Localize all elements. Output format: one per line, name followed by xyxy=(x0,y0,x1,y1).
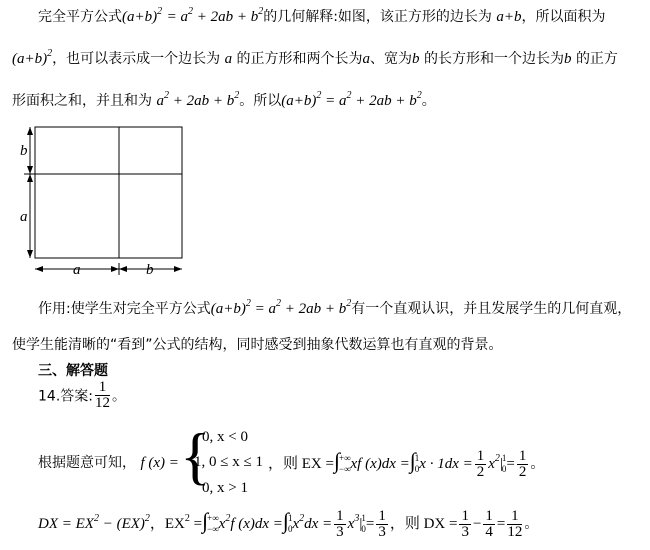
lo: 0 xyxy=(361,524,366,534)
den: 4 xyxy=(485,523,493,540)
sup: 2 xyxy=(163,90,169,101)
case-3: 0, x > 1 xyxy=(202,480,248,496)
sup: 2 xyxy=(225,513,231,524)
rhs: = a xyxy=(254,301,276,317)
intro-line-2 xyxy=(12,48,618,68)
rhs2: + 2ab + b xyxy=(355,93,417,109)
t: DX = EX xyxy=(38,516,94,532)
integral-sign: ∫ xyxy=(282,508,289,533)
den: 3 xyxy=(378,523,386,540)
eq: = xyxy=(193,516,203,532)
text: 完全平方公式 xyxy=(38,9,122,25)
sup: 2 xyxy=(234,90,240,101)
dx-expression xyxy=(38,508,538,540)
sup: 2 xyxy=(316,90,322,101)
arrow-up-icon xyxy=(27,127,33,135)
arrow-right-icon xyxy=(111,266,119,272)
text: ，所以面积为 xyxy=(521,9,606,25)
lhs: (a+b) xyxy=(122,9,158,25)
third xyxy=(459,509,471,540)
text: 有一个直观认识，并且发展学生的几何直观， xyxy=(351,301,632,317)
tail: dx = xyxy=(304,516,333,532)
case-2: 1, 0 ≤ x ≤ 1 xyxy=(194,454,263,470)
sup: 2 xyxy=(187,6,193,17)
e2: + 2ab + b xyxy=(172,93,235,109)
x2 xyxy=(488,453,500,472)
sup: 2 xyxy=(416,90,422,101)
period: 。 xyxy=(524,516,539,532)
case-1: 0, x < 0 xyxy=(202,429,248,445)
text: 使学生能清晰的“看到”公式的结构，同时感受到抽象代数运算也有直观的背景。 xyxy=(12,337,503,353)
sup: 2 xyxy=(299,513,305,524)
lo: 0 xyxy=(501,464,507,474)
rhs2: + 2ab + b xyxy=(284,301,347,317)
var-b: b xyxy=(412,51,420,67)
up: 1 xyxy=(287,513,293,523)
integral-sign: ∫ xyxy=(409,448,416,473)
sum-expr xyxy=(156,90,240,109)
rhs2: + 2ab + b xyxy=(196,9,259,25)
fx-definition xyxy=(38,452,179,472)
lhs: (a+b) xyxy=(281,93,317,109)
third xyxy=(376,509,388,540)
tail: f (x)dx = xyxy=(230,516,283,532)
t: ，EX xyxy=(149,516,185,532)
limits xyxy=(207,513,219,535)
label-b-horizontal: b xyxy=(146,262,154,278)
den: 12 xyxy=(94,395,110,411)
text: 、宽为 xyxy=(370,51,413,67)
sup: 2 xyxy=(275,298,281,309)
x: x xyxy=(488,456,495,472)
e: a xyxy=(156,93,164,109)
section-heading: 三、解答题 xyxy=(38,363,108,379)
lhs: (a+b) xyxy=(210,301,246,317)
x: x xyxy=(292,516,300,532)
limits xyxy=(339,453,351,475)
arrow-down-icon xyxy=(27,250,33,258)
num: 1 xyxy=(518,447,527,464)
eq: = xyxy=(496,516,506,532)
label-b-vertical: b xyxy=(20,143,28,159)
then-dx: ，则 DX = xyxy=(389,516,458,532)
rhs: = a xyxy=(325,93,347,109)
arrow-up-icon xyxy=(27,174,33,182)
square-diagram xyxy=(18,122,198,282)
eq: = xyxy=(365,516,375,532)
label-a-horizontal: a xyxy=(73,262,81,278)
sup: 2 xyxy=(494,453,500,464)
label: 14.答案: xyxy=(38,388,93,405)
sup: 2 xyxy=(144,513,150,524)
eq: = xyxy=(506,456,515,472)
text: 的正方 xyxy=(575,51,618,67)
formula xyxy=(281,90,422,109)
integral-sign: ∫ xyxy=(333,448,340,473)
fx-label: f (x) = xyxy=(140,455,179,471)
sup: 2 xyxy=(184,513,190,524)
x: x xyxy=(347,516,355,532)
up: 1 xyxy=(414,453,420,463)
intro-line-1 xyxy=(38,6,606,26)
side-expr: a+b xyxy=(496,9,522,25)
num: 1 xyxy=(336,507,344,524)
sup: 2 xyxy=(47,48,53,59)
ex-expression xyxy=(268,448,544,480)
lo: −∞ xyxy=(207,524,219,534)
integral-sign: ∫ xyxy=(202,508,209,533)
var-a: a xyxy=(224,51,233,67)
text: ，也可以表示成一个边长为 xyxy=(52,51,221,67)
num: 1 xyxy=(507,509,522,525)
ex2-lhs xyxy=(149,513,203,532)
sup: 2 xyxy=(157,6,163,17)
arrow-left-icon xyxy=(35,266,43,272)
answer-fraction xyxy=(95,380,110,411)
area-expr xyxy=(12,48,53,67)
sup: 2 xyxy=(245,298,251,309)
sup: 3 xyxy=(354,513,360,524)
third xyxy=(334,509,346,540)
sup: 2 xyxy=(346,298,352,309)
minus: − xyxy=(472,516,482,532)
t: − (EX) xyxy=(102,516,145,532)
period: 。 xyxy=(111,388,126,405)
sup: 2 xyxy=(93,513,99,524)
twelfth xyxy=(507,509,522,540)
up: 1 xyxy=(361,513,366,523)
var-b: b xyxy=(563,51,572,67)
den: 2 xyxy=(476,463,485,480)
den: 2 xyxy=(518,463,527,480)
arrow-down-icon xyxy=(27,166,33,174)
q14-answer xyxy=(38,380,126,411)
formula xyxy=(210,298,352,317)
period: 。 xyxy=(530,456,545,472)
text: 根据题意可知， xyxy=(38,455,136,471)
x: x xyxy=(218,516,226,532)
then-ex: ，则 EX = xyxy=(268,456,334,472)
up: 1 xyxy=(501,453,507,463)
outer-square xyxy=(35,127,182,258)
rhs: = a xyxy=(166,9,188,25)
int3 xyxy=(218,513,283,532)
int-body: xf (x)dx = xyxy=(350,456,410,472)
lo: 0 xyxy=(414,464,420,474)
effect-line-1 xyxy=(38,298,631,318)
text: 的长方形和一个边长为 xyxy=(423,51,564,67)
intro-line-3 xyxy=(12,90,436,110)
den: 12 xyxy=(507,523,523,540)
expr: (a+b) xyxy=(12,51,48,67)
dx-lhs xyxy=(38,513,150,532)
piecewise-brace: { xyxy=(180,420,211,491)
int4 xyxy=(292,513,333,532)
lo: −∞ xyxy=(339,464,351,474)
text: 。所以 xyxy=(239,93,282,109)
formula-rhs xyxy=(166,6,264,25)
effect-line-2 xyxy=(12,334,503,354)
eval-bar: | xyxy=(359,516,363,532)
text: 形面积之和，并且和为 xyxy=(12,93,152,109)
num: 1 xyxy=(485,507,493,524)
text: 作用:使学生对完全平方公式 xyxy=(38,301,211,317)
num: 1 xyxy=(461,507,469,524)
arrow-left-icon xyxy=(119,266,127,272)
var-a: a xyxy=(362,51,371,67)
den: 3 xyxy=(336,523,344,540)
den: 3 xyxy=(461,523,469,540)
arrow-right-icon xyxy=(174,266,182,272)
text: 的几何解释:如图，该正方形的边长为 xyxy=(263,9,492,25)
half xyxy=(517,449,529,480)
sup: 2 xyxy=(258,6,264,17)
label-a-vertical: a xyxy=(20,209,28,225)
int-body: x · 1dx = xyxy=(419,456,473,472)
formula-lhs xyxy=(122,6,163,25)
up: +∞ xyxy=(207,513,219,523)
quarter xyxy=(483,509,495,540)
lo: 0 xyxy=(287,524,293,534)
up: +∞ xyxy=(339,453,351,463)
eval-bar: | xyxy=(499,456,503,472)
half xyxy=(475,449,487,480)
num: 1 xyxy=(95,380,110,396)
x3 xyxy=(347,513,363,532)
num: 1 xyxy=(476,447,485,464)
sup: 2 xyxy=(346,90,352,101)
text: 的正方形和两个长为 xyxy=(236,51,363,67)
num: 1 xyxy=(378,507,386,524)
text: 。 xyxy=(421,93,436,109)
